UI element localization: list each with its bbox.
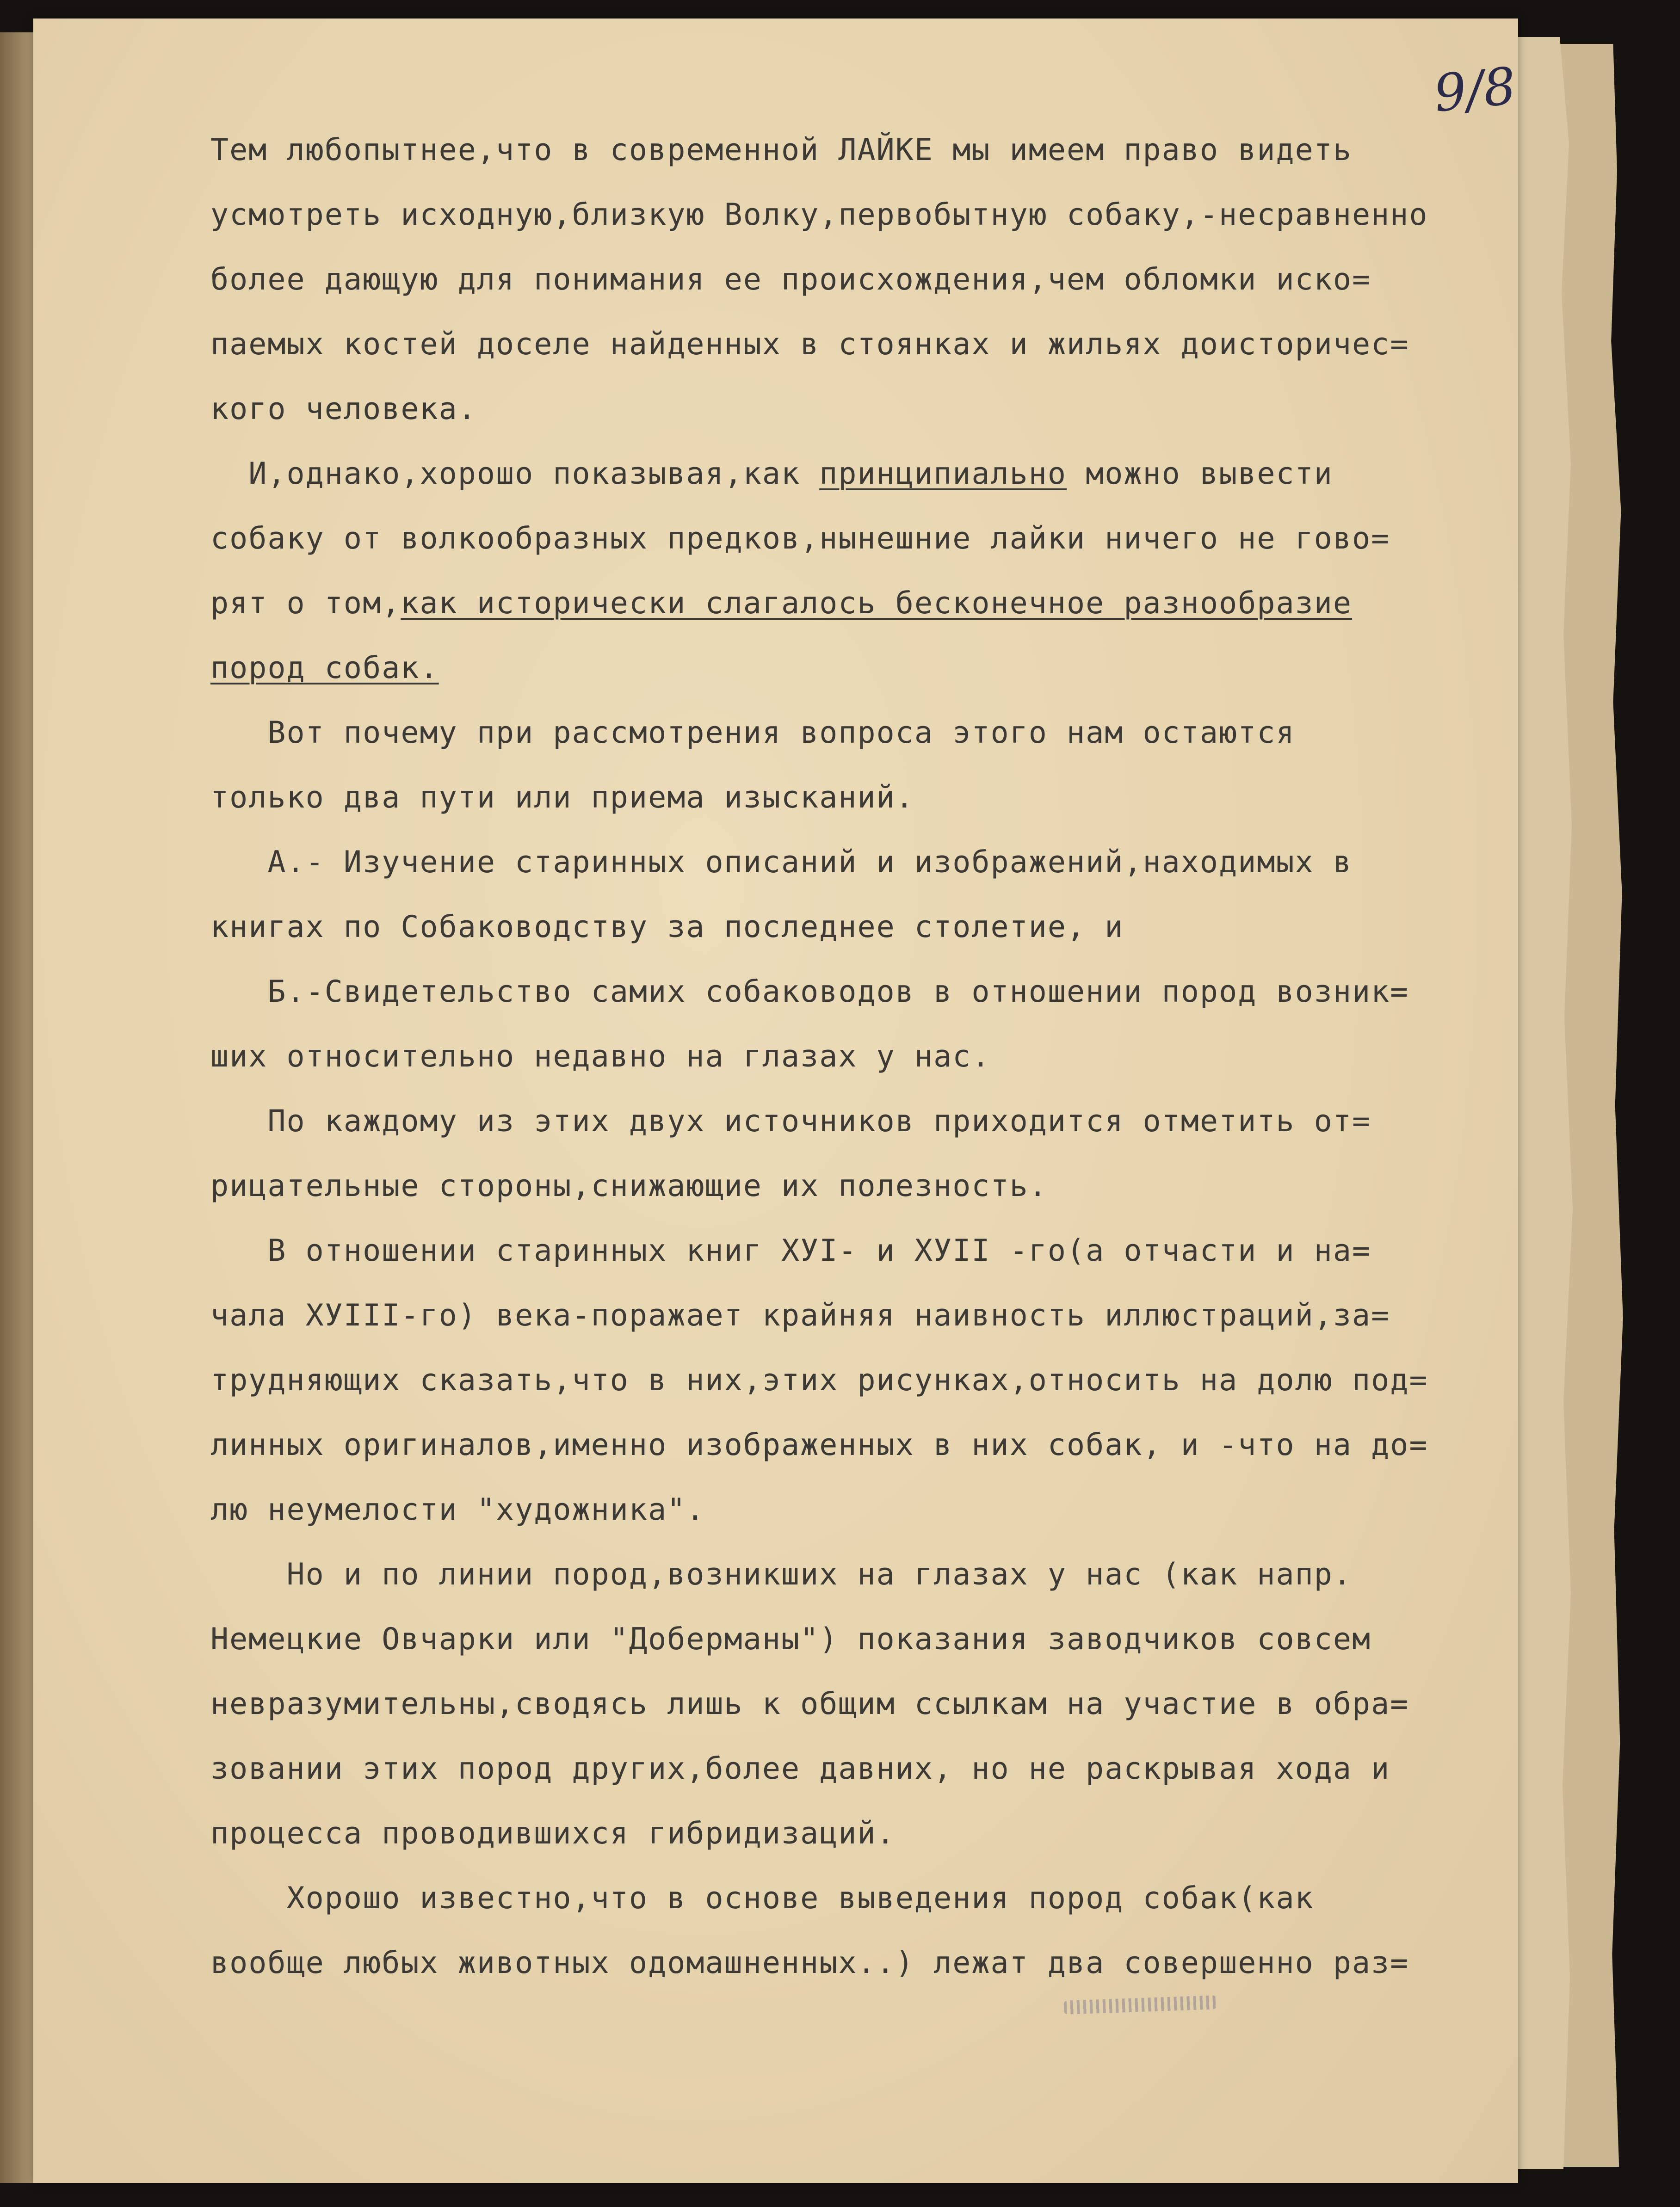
typed-text-body — [210, 118, 1552, 1996]
text-line — [210, 1607, 1552, 1672]
line-text: собаку от волкообразных предков,нынешние лайки ничего не гово= — [210, 521, 1390, 556]
underlined-text: как исторически слагалось бесконечное разнообразие — [401, 586, 1353, 621]
text-line — [210, 1089, 1552, 1154]
text-line — [210, 506, 1552, 571]
line-text: Тем любопытнее,что в современной ЛАЙКЕ мы имеем право видеть — [210, 133, 1352, 167]
text-line — [210, 183, 1552, 247]
text-line — [210, 312, 1552, 377]
underlined-text: пород собак. — [210, 651, 439, 685]
line-text: Хорошо известно,что в основе выведения пород собак(как — [210, 1881, 1314, 1916]
handwritten-page-number: 9/8 — [1431, 56, 1519, 123]
text-line — [210, 1672, 1552, 1737]
text-line — [210, 1154, 1552, 1219]
line-text: вообще любых животных одомашненных..) лежат два совершенно раз= — [210, 1946, 1409, 1980]
line-text: А.- Изучение старинных описаний и изображений,находимых в — [210, 845, 1352, 880]
text-line — [210, 377, 1552, 442]
text-line — [210, 960, 1552, 1024]
line-text: Немецкие Овчарки или "Доберманы") показания заводчиков совсем — [210, 1622, 1371, 1657]
line-text: усмотреть исходную,близкую Волку,первобытную собаку,-несравненно — [210, 197, 1428, 232]
line-text: ших относительно недавно на глазах у нас. — [210, 1039, 991, 1074]
line-text: лю неумелости "художника". — [210, 1492, 705, 1527]
line-text: более дающую для понимания ее происхождения,чем обломки иско= — [210, 262, 1371, 297]
text-line — [210, 1478, 1552, 1542]
text-line — [210, 701, 1552, 765]
text-line — [210, 118, 1552, 183]
line-text: можно вывести — [1067, 456, 1333, 491]
line-text: рицательные стороны,снижающие их полезность. — [210, 1169, 1048, 1203]
line-text: Вот почему при рассмотрения вопроса этого нам остаются — [210, 715, 1295, 750]
text-line — [210, 1737, 1552, 1801]
text-line — [210, 1931, 1552, 1996]
text-line — [210, 1283, 1552, 1348]
line-text: По каждому из этих двух источников приходится отметить от= — [210, 1104, 1371, 1139]
line-text: зовании этих пород других,более давних, но не раскрывая хода и — [210, 1751, 1390, 1786]
text-line — [210, 1219, 1552, 1283]
line-text: кого человека. — [210, 392, 477, 426]
text-line — [210, 1024, 1552, 1089]
line-text: паемых костей доселе найденных в стоянках и жильях доисторичес= — [210, 327, 1409, 362]
text-line — [210, 1801, 1552, 1866]
line-text: Но и по линии пород,возникших на глазах у нас (как напр. — [210, 1557, 1352, 1592]
text-line — [210, 1348, 1552, 1413]
text-line — [210, 1866, 1552, 1931]
line-text: В отношении старинных книг ХУI- и ХУII -го(а отчасти и на= — [210, 1233, 1371, 1268]
line-text: Б.-Свидетельство самих собаководов в отношении пород возник= — [210, 974, 1409, 1009]
line-text: процесса проводившихся гибридизаций. — [210, 1816, 896, 1851]
text-line — [210, 247, 1552, 312]
text-line — [210, 765, 1552, 830]
text-line — [210, 636, 1552, 701]
text-line — [210, 895, 1552, 960]
text-line — [210, 1542, 1552, 1607]
text-line — [210, 830, 1552, 895]
line-text: невразумительны,сводясь лишь к общим ссылкам на участие в обра= — [210, 1687, 1409, 1721]
text-line — [210, 571, 1552, 636]
line-text: только два пути или приема изысканий. — [210, 780, 914, 815]
line-text: И,однако,хорошо показывая,как — [210, 456, 820, 491]
text-line — [210, 1413, 1552, 1478]
text-line — [210, 442, 1552, 506]
line-text: линных оригиналов,именно изображенных в них собак, и -что на до= — [210, 1428, 1428, 1462]
binding-strip — [0, 32, 36, 2183]
line-text: рят о том, — [210, 586, 401, 621]
underlined-text: принципиально — [819, 456, 1067, 491]
line-text: книгах по Собаководству за последнее столетие, и — [210, 910, 1124, 944]
line-text: чала ХУIII-го) века-поражает крайняя наивность иллюстраций,за= — [210, 1298, 1390, 1333]
line-text: трудняющих сказать,что в них,этих рисунках,относить на долю под= — [210, 1363, 1428, 1398]
